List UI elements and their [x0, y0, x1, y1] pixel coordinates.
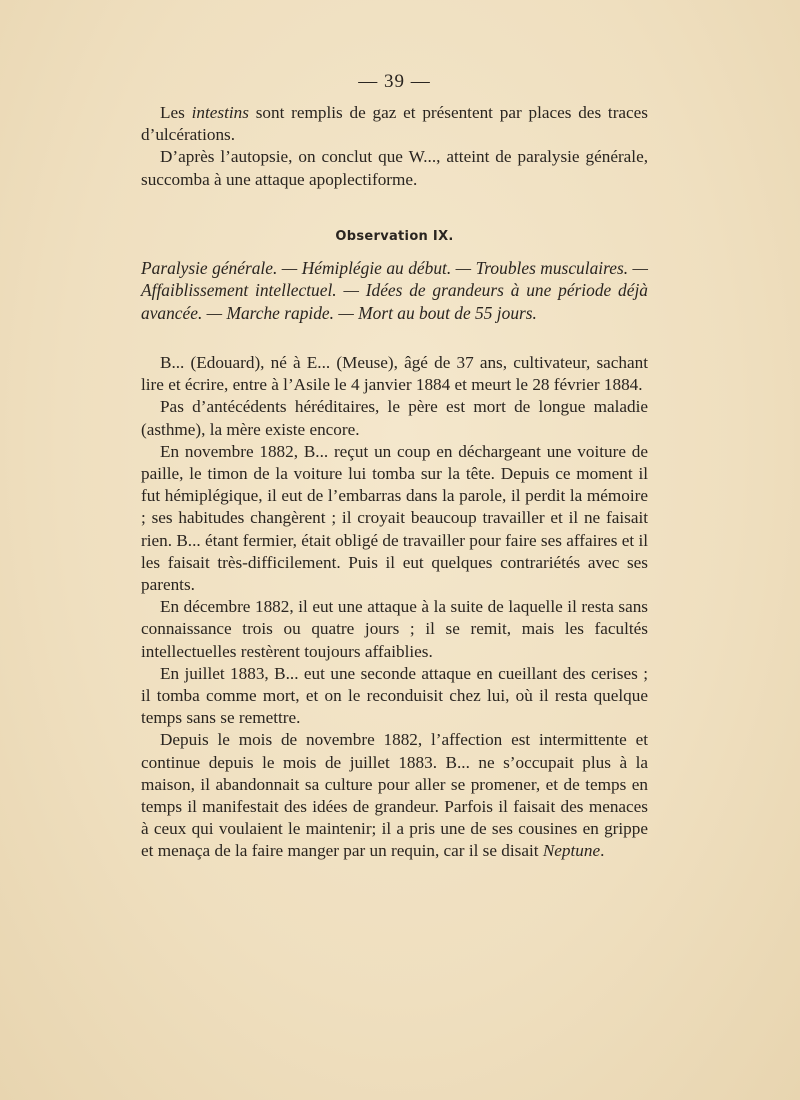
- section-title: Observation IX.: [335, 229, 454, 244]
- intro-p1-end: sont remplis de gaz et présentent par places des traces d’ulcérations.: [141, 103, 648, 145]
- intro-paragraph-2: D’après l’autopsie, on conclut que W..., atteint de paralysie générale, succomba à une attaque apoplectiforme.: [141, 147, 648, 189]
- observation-body: [141, 352, 648, 863]
- intro-paragraph-1: [141, 102, 648, 146]
- paragraph-6: [141, 729, 648, 862]
- observation-summary: Paralysie générale. — Hémiplégie au début. — Troubles musculaires. — Affaiblissement intellectuel. — Idées de grandeurs à une période déjà avancée. — Marche rapide. — Mort au bout de 55 jours.: [141, 258, 648, 323]
- intro-text: [141, 102, 648, 191]
- paragraph-4: En décembre 1882, il eut une attaque à la suite de laquelle il resta sans connaissance trois ou quatre jours ; il se remit, mais les facultés intellectuelles restèrent toujours affaiblies.: [141, 597, 648, 661]
- paragraph-3: En novembre 1882, B... reçut un coup en déchargeant une voiture de paille, le timon de la voiture lui tomba sur la tête. Depuis ce moment il fut hémiplégique, il eut de l’embarras dans la parole, il perdit la mémoire ; ses habitudes changèrent ; il croyait beaucoup travailler et il ne faisait rien. B... étant fermier, était obligé de travailler pour faire ses affaires et il les faisait très-difficilement. Puis il eut quelques contrariétés avec ses parents.: [141, 441, 648, 595]
- page-number: — 39 —: [358, 71, 431, 92]
- paragraph-2: Pas d’antécédents héréditaires, le père est mort de longue maladie (asthme), la mère existe encore.: [141, 397, 648, 439]
- intro-p1-italic: intestins: [191, 103, 249, 122]
- paragraph-1: B... (Edouard), né à E... (Meuse), âgé de 37 ans, cultivateur, sachant lire et écrire, entre à l’Asile le 4 janvier 1884 et meurt le 28 février 1884.: [141, 353, 648, 395]
- paragraph-6-end: .: [600, 841, 605, 861]
- intro-p1-start: Les: [160, 103, 192, 122]
- paragraph-5: En juillet 1883, B... eut une seconde attaque en cueillant des cerises ; il tomba comme mort, et on le reconduisit chez lui, où il resta quelque temps sans se remettre.: [141, 663, 648, 728]
- paragraph-6-text: Depuis le mois de novembre 1882, l’affection est intermittente et continue depuis le mois de juillet 1883. B... ne s’occupait plus à la maison, il abandonnait sa culture pour aller se promener, et de temps en temps il manifestait des idées de grandeur. Parfois il faisait des menaces à ceux qui voulaient le maintenir; il a pris une de ses cousines en grippe et menaça de la faire manger par un requin, car il se disait: [141, 730, 648, 861]
- paragraph-6-italic: Neptune: [542, 841, 601, 861]
